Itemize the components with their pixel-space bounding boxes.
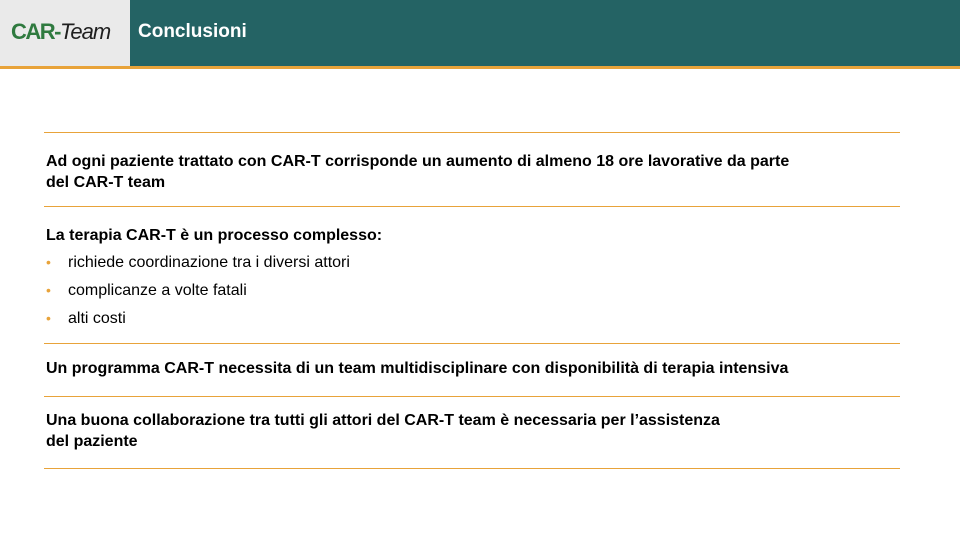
- section-4-line-1: Una buona collaborazione tra tutti gli attori del CAR-T team è necessaria per l’assistenza: [46, 412, 720, 429]
- section-3-text: Un programma CAR-T necessita di un team multidisciplinare con disponibilità di terapia intensiva: [46, 360, 789, 377]
- divider-1: [44, 132, 900, 133]
- bullet-item: [46, 252, 896, 273]
- header-bar: [0, 0, 960, 69]
- divider-4: [44, 396, 900, 397]
- section-1-line-2: del CAR-T team: [46, 174, 166, 191]
- section-1-text: [46, 151, 896, 193]
- section-4-text: [46, 410, 896, 452]
- bullet-text: complicanze a volte fatali: [68, 282, 247, 299]
- car-team-logo: [11, 18, 110, 46]
- bullet-text: richiede coordinazione tra i diversi attori: [68, 254, 350, 271]
- logo-car-text: CAR-: [11, 19, 60, 44]
- divider-3: [44, 343, 900, 344]
- bullet-icon: •: [46, 310, 51, 326]
- section-2-heading: La terapia CAR-T è un processo complesso:: [46, 227, 383, 244]
- slide-title: Conclusioni: [138, 21, 247, 42]
- bullet-item: [46, 308, 896, 329]
- section-1-line-1: Ad ogni paziente trattato con CAR-T corrisponde un aumento di almeno 18 ore lavorative da parte: [46, 153, 790, 170]
- section-4-line-2: del paziente: [46, 433, 138, 450]
- bullet-icon: •: [46, 254, 51, 270]
- bullet-icon: •: [46, 282, 51, 298]
- logo-panel: [0, 0, 130, 66]
- bullet-item: [46, 280, 896, 301]
- logo-team-text: Team: [60, 19, 111, 44]
- bullet-text: alti costi: [68, 310, 126, 327]
- divider-2: [44, 206, 900, 207]
- divider-5: [44, 468, 900, 469]
